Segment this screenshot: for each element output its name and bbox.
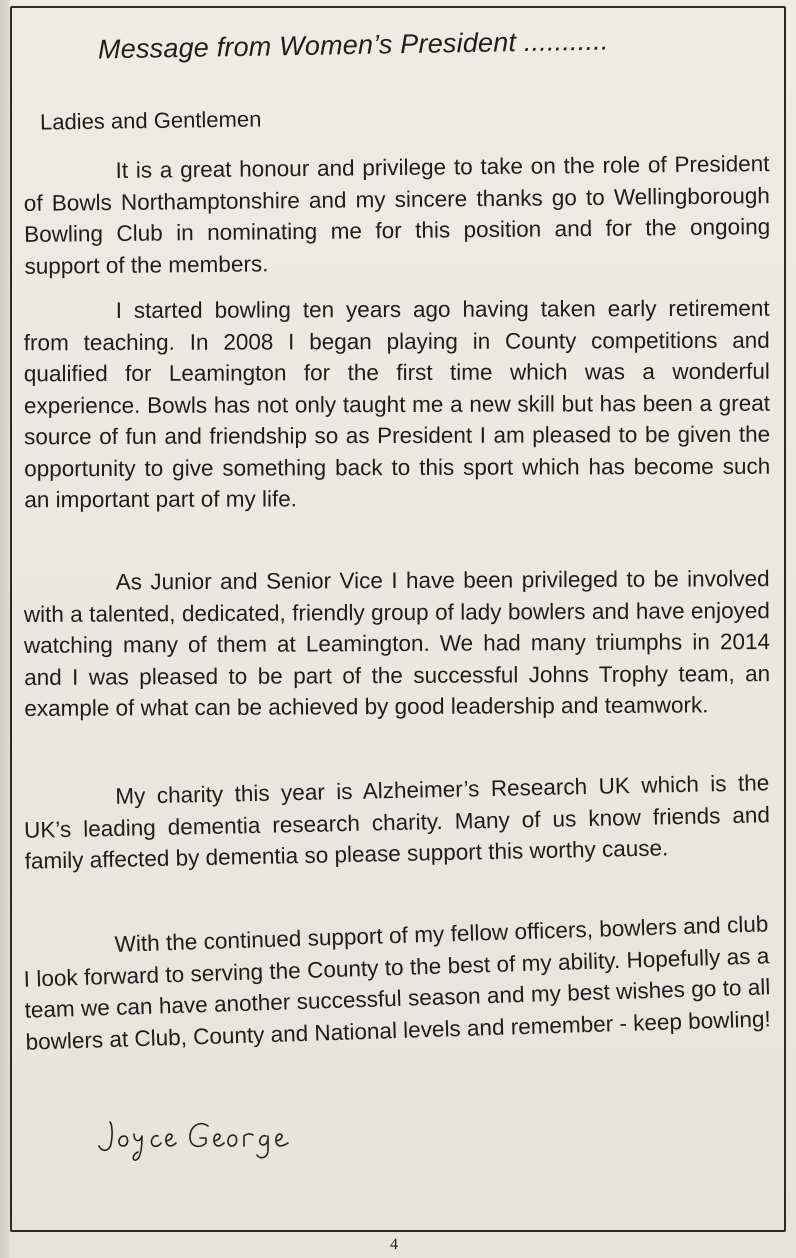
paragraph-4: My charity this year is Alzheimer’s Research UK which is the UK’s leading dementia research charity. Many of us know friends and family affected by dementia so please support this worthy cause.: [23, 770, 771, 874]
paragraph-3: As Junior and Senior Vice I have been privileged to be involved with a talented, dedicated, friendly group of lady bowlers and have enjoyed watching many of them at Leamington. We had many triumphs in 2014 and I was pleased to be part of the successful Johns Trophy team, an example of what can be achieved by good leadership and teamwork.: [23, 566, 771, 721]
page-number: 4: [390, 1236, 398, 1253]
svg-text:Joyce George: Joyce George: [96, 1110, 103, 1111]
paragraph-2: I started bowling ten years ago having taken early retirement from teaching. In 2008 I began playing in County competitions and qualified for Leamington for the first time which was a wonderful experience. Bowls has not only taught me a new skill but has been a great source of fun and friendship so as President I am pleased to be given the opportunity to give something back to this sport which has become such an important part of my life.: [23, 295, 771, 513]
handwritten-signature: [96, 1110, 336, 1170]
page-binding-edge: [0, 0, 10, 1258]
paragraph-1: It is a great honour and privilege to take on the role of President of Bowls Northamptonshire and my sincere thanks go to Wellingborough Bowling Club in nominating me for this position and for the ongoing support of the members.: [23, 151, 771, 279]
page-heading: Message from Women’s President ...........: [97, 25, 609, 65]
paragraph-5: With the continued support of my fellow officers, bowlers and club I look forward to serving the County to the best of my ability. Hopefully as a team we can have another successful season and my best wishes go to all bowlers at Club, County and National levels and remember - keep bowling!: [23, 911, 772, 1055]
salutation: Ladies and Gentlemen: [39, 106, 262, 135]
